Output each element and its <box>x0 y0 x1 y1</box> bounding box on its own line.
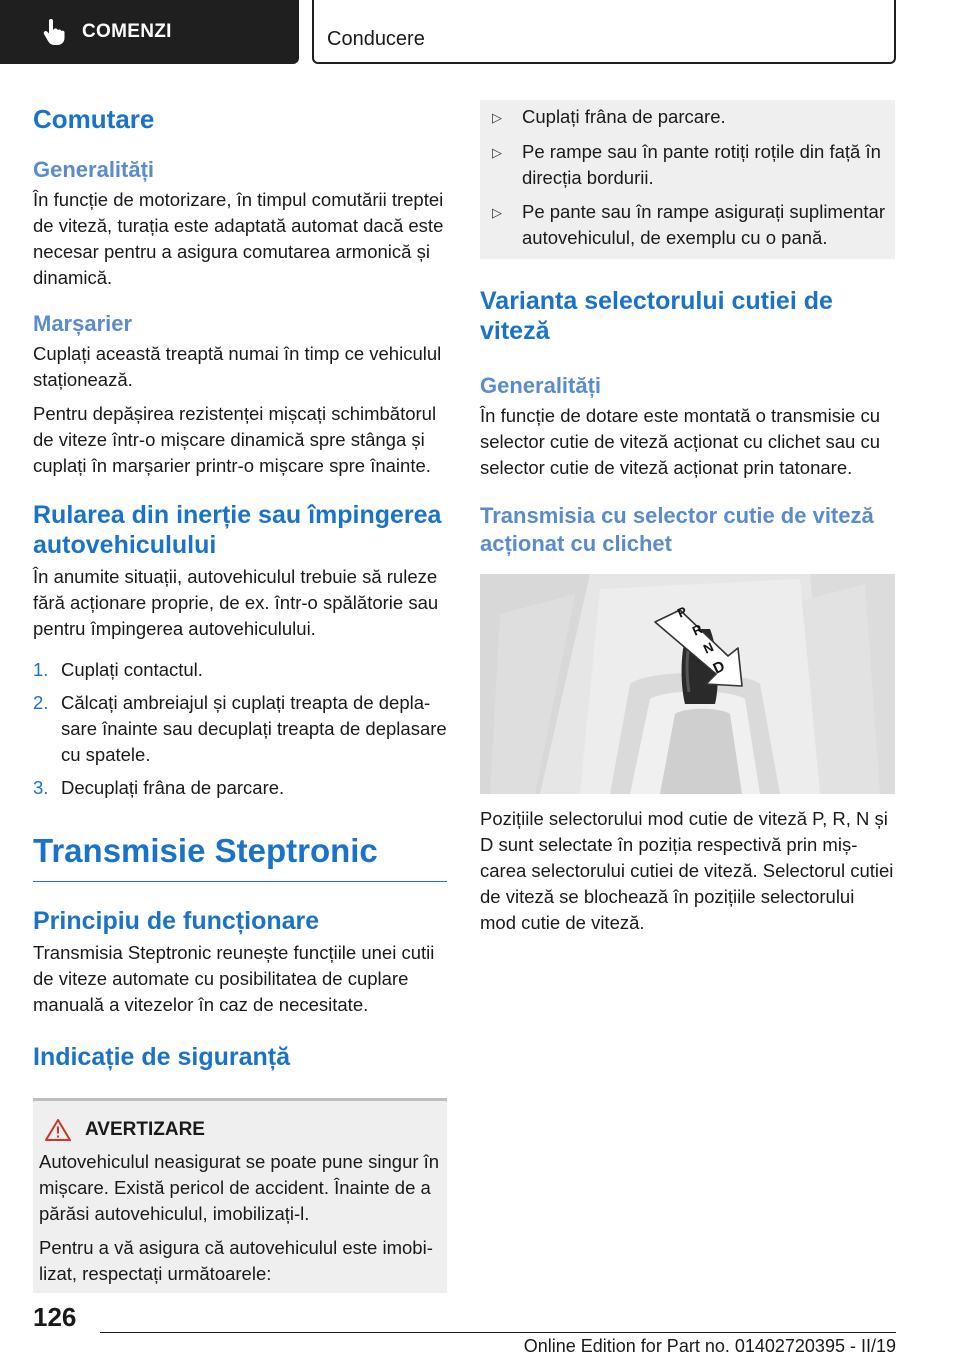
step-number: 2. <box>33 692 49 713</box>
paragraph-pozitii: Pozițiile selectorului mod cutie de viteză P, R, N și D sunt selectate în poziția respectivă prin mișcarea selectorului cutiei de viteză. Selectorul cutiei de viteză se blochează în pozițiile selectorului mod cutie de viteză. <box>480 808 894 933</box>
heading-transmisia: Transmisia cu selector cutie de viteză acționat cu clichet <box>480 503 874 556</box>
paragraph-generalitati-right: În funcție de dotare este montată o transmisie cu selector cutie de viteză acționat cu clichet sau cu selector cutie de viteză acționat prin tatonare. <box>480 405 881 478</box>
step-text: Decuplați frâna de parcare. <box>61 777 285 798</box>
gear-letter-p: P <box>674 603 690 621</box>
hand-touch-icon <box>38 17 68 47</box>
bullet-text: Pe rampe sau în pante rotiți roțile din față în direcția bordurii. <box>522 141 881 188</box>
gear-selector-figure <box>480 574 895 794</box>
paragraph-marsarier-1: Cuplați această treaptă numai în timp ce vehiculul staționează. <box>33 343 442 390</box>
steps-list <box>33 657 447 801</box>
heading-marsarier: Marșarier <box>33 311 133 336</box>
safety-bullets-box <box>480 100 895 259</box>
heading-rule <box>33 881 447 882</box>
step-number: 1. <box>33 659 49 680</box>
list-item <box>33 690 447 768</box>
chapter-tab-label: COMENZI <box>82 21 172 42</box>
right-column <box>480 100 895 936</box>
edition-text: Online Edition for Part no. 01402720395 - II/19 <box>523 1336 896 1356</box>
warning-paragraph-1: Autovehiculul neasigurat se poate pune singur în mișcare. Există pericol de accident. Înainte de a părăsi autovehiculul, imobilizați-l. <box>39 1151 440 1224</box>
list-item <box>33 775 447 801</box>
heading-generalitati-right: Generalități <box>480 373 602 398</box>
page-number: 126 <box>33 1302 77 1332</box>
list-item <box>492 139 885 191</box>
heading-principiu: Principiu de funcționare <box>33 907 320 935</box>
warning-paragraph-2: Pentru a vă asigura că autovehiculul este imobilizat, respectați următoarele: <box>39 1237 433 1284</box>
gear-letter-d: D <box>710 657 728 678</box>
section-tab-conducere[interactable]: Conducere <box>312 0 896 64</box>
paragraph-rularea: În anumite situații, autovehiculul trebuie să ruleze fără acționare proprie, de ex. într-o spălătorie sau pentru împingerea autovehiculului. <box>33 566 439 639</box>
list-item <box>492 199 885 251</box>
bullet-text: Cuplați frâna de parcare. <box>522 106 726 127</box>
triangle-bullet-icon: ▷ <box>492 205 502 220</box>
page-header <box>0 0 960 66</box>
warning-box <box>33 1101 447 1293</box>
gear-letter-r: R <box>689 621 705 639</box>
triangle-bullet-icon: ▷ <box>492 110 502 125</box>
step-number: 3. <box>33 777 49 798</box>
gear-selector-illustration <box>480 574 895 794</box>
heading-varianta: Varianta selectorului cutiei de viteză <box>480 287 833 345</box>
paragraph-generalitati: În funcție de motorizare, în timpul comutării treptei de viteză, turația este adaptată automat dacă este necesar pentru a asigura comutarea armonică și dinamică. <box>33 189 444 288</box>
warning-title <box>39 1119 441 1141</box>
heading-transmisie-steptronic: Transmisie Steptronic <box>33 832 378 869</box>
list-item <box>33 657 447 683</box>
paragraph-marsarier-2: Pentru depășirea rezistenței mișcați schimbătorul de viteze într-o mișcare dinamică spre stânga și cuplați în marșarier printr-o mișcare spre înainte. <box>33 403 437 476</box>
left-column <box>33 100 447 1293</box>
heading-indicatie: Indicație de siguranță <box>33 1043 291 1071</box>
heading-generalitati: Generalități <box>33 157 155 182</box>
chapter-tab-comenzi[interactable] <box>0 0 299 64</box>
list-item <box>492 104 885 131</box>
paragraph-principiu: Transmisia Steptronic reunește funcțiile unei cutii de viteze automate cu posibilitatea de cuplare manuală a vitezelor în caz de necesitate. <box>33 942 435 1015</box>
footer-rule <box>100 1332 896 1333</box>
bullet-text: Pe pante sau în rampe asigurați suplimentar autovehiculul, de exemplu cu o pană. <box>522 201 886 248</box>
step-text: Cuplați contactul. <box>61 659 203 680</box>
heading-rularea: Rularea din inerție sau împingerea autovehiculului <box>33 501 442 559</box>
heading-comutare: Comutare <box>33 104 155 134</box>
page-footer <box>0 1298 960 1362</box>
triangle-bullet-icon: ▷ <box>492 145 502 160</box>
warning-triangle-icon <box>45 1119 71 1141</box>
gear-letter-n: N <box>700 639 716 657</box>
step-text: Călcați ambreiajul și cuplați treapta de deplasare înainte sau decuplați treapta de deplasare cu spatele. <box>61 692 447 765</box>
warning-title-text: AVERTIZARE <box>85 1119 205 1140</box>
